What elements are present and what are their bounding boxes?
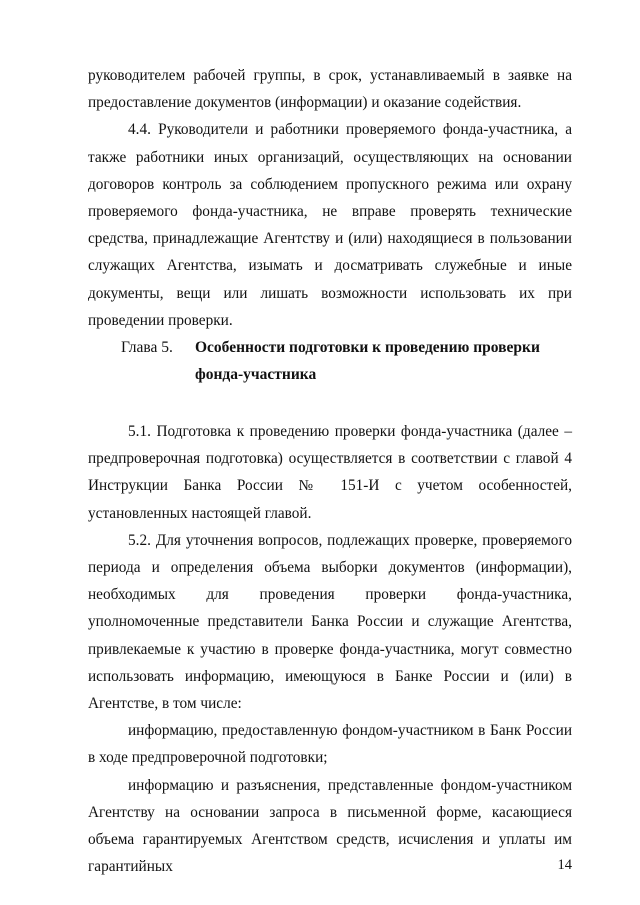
chapter-number: Глава 5. — [121, 339, 173, 356]
chapter-title-line1: Особенности подготовки к проведению проверки — [195, 339, 540, 356]
page-number: 14 — [557, 857, 572, 873]
top-text-block — [88, 62, 572, 334]
paragraph-continuation: руководителем рабочей группы, в срок, устанавливаемый в заявке на предоставление документов (информации) и оказание содействия. — [88, 67, 572, 112]
paragraph-5-2: 5.2. Для уточнения вопросов, подлежащих проверке, проверяемого периода и определения объема выборки документов (информации), необходимых для проведения проверки фонда-участника, уполномоченные представители Банка России и служащие Агентства, привлекаемые к участию в проверке фонда-участника, могут совместно использовать информацию, имеющуюся в Банке России и (или) в Агентстве, в том числе: — [88, 531, 572, 713]
paragraph-5-1: 5.1. Подготовка к проведению проверки фонда-участника (далее – предпроверочная подготовка) осуществляется в соответствии с главой 4 Инструкции Банка России № 151-И с учетом особенностей, установленных настоящей главой. — [88, 423, 572, 522]
chapter-heading — [121, 334, 540, 388]
bottom-text-block — [88, 418, 572, 880]
chapter-title-line2: фонда-участника — [195, 366, 317, 383]
list-item-info-bank: информацию, предоставленную фондом-участником в Банк России в ходе предпроверочной подготовки; — [88, 722, 572, 767]
paragraph-4-4: 4.4. Руководители и работники проверяемого фонда-участника, а также работники иных организаций, осуществляющих на основании договоров контроль за соблюдением пропускного режима или охрану проверяемого фонда-участника, не вправе проверять технические средства, принадлежащие Агентству и (или) находящиеся в пользовании служащих Агентства, изымать и досматривать служебные и иные документы, вещи или лишать возможности использовать их при проведении проверки. — [88, 121, 572, 329]
list-item-info-agency: информацию и разъяснения, представленные фондом-участником Агентству на основании запроса в письменной форме, касающиеся объема гарантируемых Агентством средств, исчисления и уплаты им гарантийных — [88, 776, 572, 876]
